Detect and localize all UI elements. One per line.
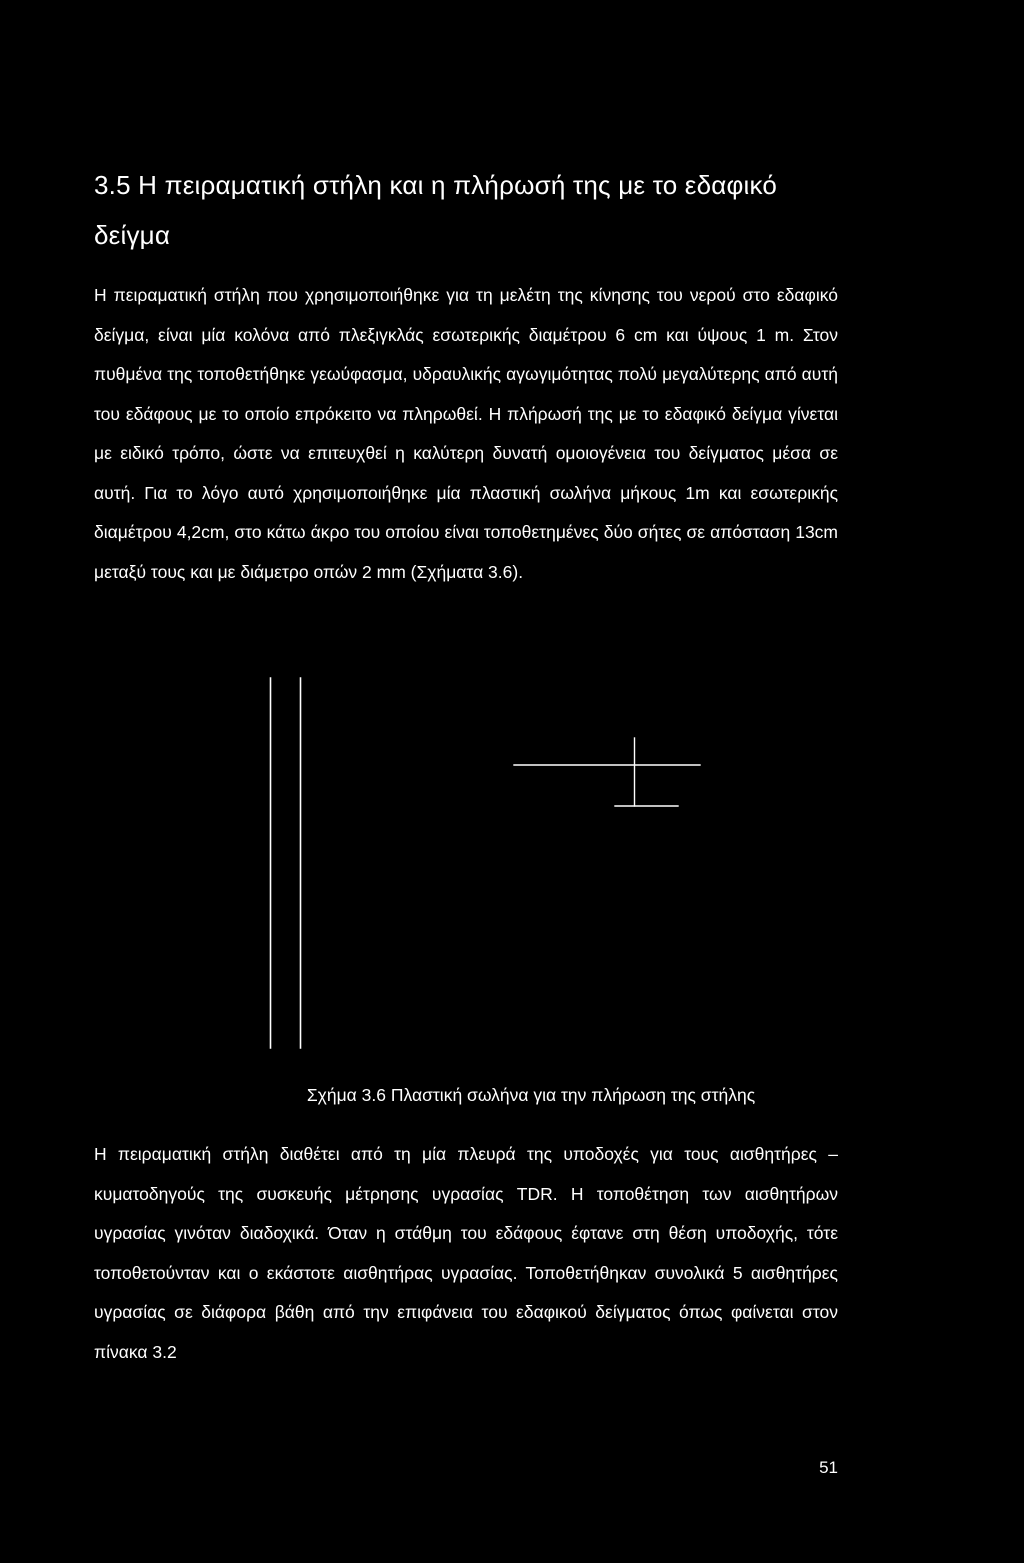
paragraph-sensor-description: Η πειραματική στήλη διαθέτει από τη μία πλευρά της υποδοχές για τους αισθητήρες – κυματοδηγούς της συσκευής μέτρησης υγρασίας TDR. Η τοποθέτηση των αισθητήρων υγρασίας γινόταν διαδοχικά. Όταν η στάθμη του εδάφους έφτανε στη θέση υποδοχής, τότε τοποθετούνταν και ο εκάστοτε αισθητήρας υγρασίας. Τοποθετήθηκαν συνολικά 5 αισθητήρες υγρασίας σε διάφορα βάθη από την επιφάνεια του εδαφικού δείγματος όπως φαίνεται στον πίνακα 3.2	[94, 1144, 838, 1362]
figure-plastic-tube	[0, 670, 1024, 1090]
page-number: 51	[819, 1458, 838, 1477]
paragraph-column-description: Η πειραματική στήλη που χρησιμοποιήθηκε για τη μελέτη της κίνησης του νερού στο εδαφικό δείγμα, είναι μία κολόνα από πλεξιγκλάς εσωτερικής διαμέτρου 6 cm και ύψους 1 m. Στον πυθμένα της τοποθετήθηκε γεωύφασμα, υδραυλικής αγωγιμότητας πολύ μεγαλύτερης από αυτή του εδάφους με το οποίο επρόκειτο να πληρωθεί. Η πλήρωσή της με το εδαφικό δείγμα γίνεται με ειδικό τρόπο, ώστε να επιτευχθεί η καλύτερη δυνατή ομοιογένεια του δείγματος μέσα σε αυτή. Για το λόγο αυτό χρησιμοποιήθηκε μία πλαστική σωλήνα μήκους 1m και εσωτερικής διαμέτρου 4,2cm, στο κάτω άκρο του οποίου είναι τοποθετημένες δύο σήτες σε απόσταση 13cm μεταξύ τους και με διάμετρο οπών 2 mm (Σχήματα 3.6).	[94, 285, 838, 582]
figure-caption: Σχήμα 3.6 Πλαστική σωλήνα για την πλήρωση της στήλης	[306, 1085, 756, 1105]
tube-diagram	[0, 670, 1024, 1090]
section-heading: 3.5 Η πειραματική στήλη και η πλήρωσή της με το εδαφικό δείγμα	[94, 170, 778, 250]
